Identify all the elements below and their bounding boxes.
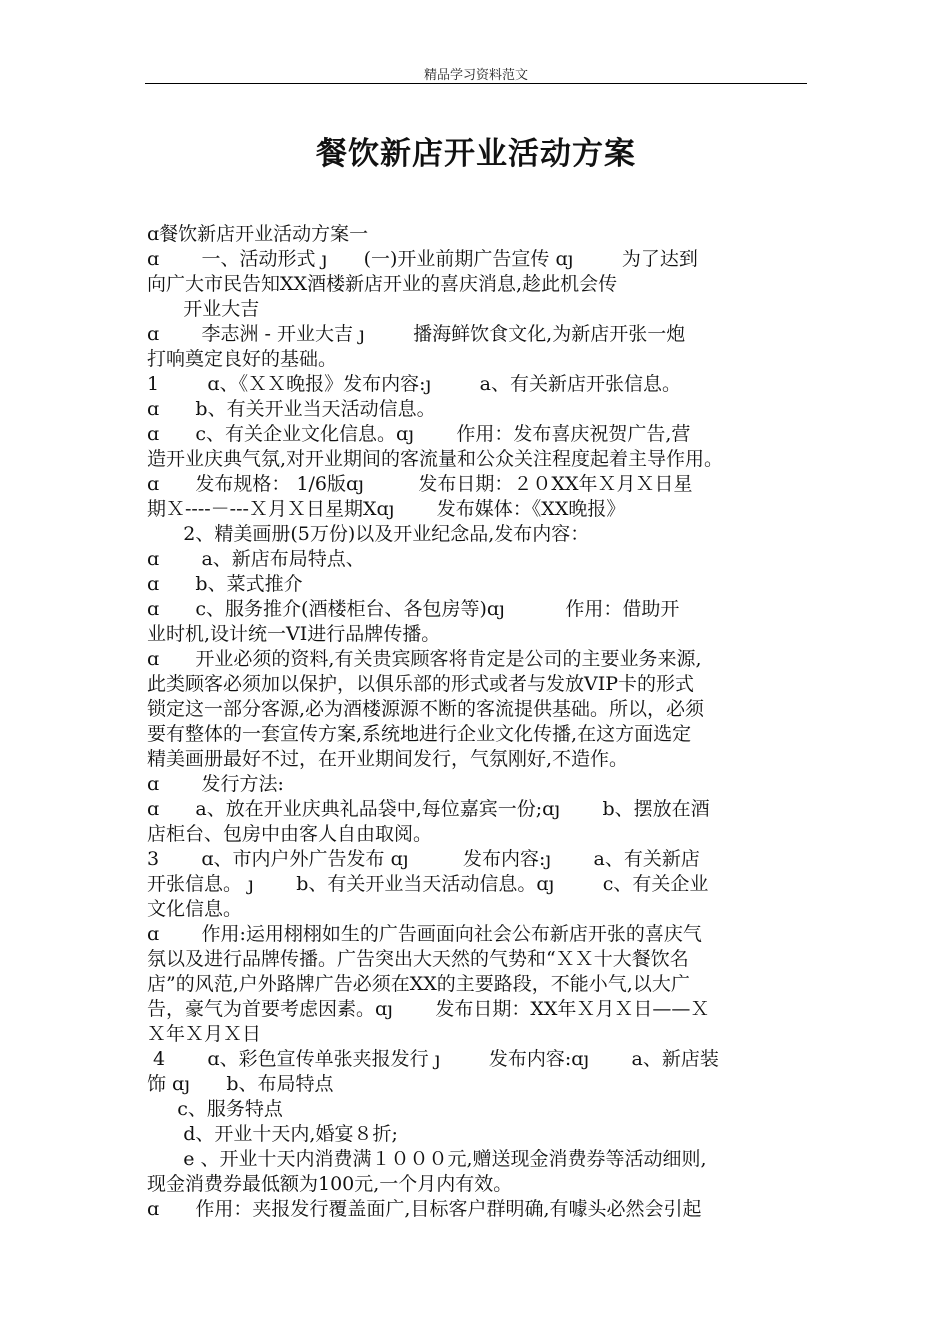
body-line: 业时机,设计统一VI进行品牌传播。 [147,623,441,645]
header-divider [145,83,807,84]
body-line: ɑ a、放在开业庆典礼品袋中,每位嘉宾一份;ɑȷ b、摆放在酒 [147,798,710,820]
page-header: 精品学习资料范文 [423,68,528,83]
body-line: 3 ɑ、市内户外广告发布 ɑȷ 发布内容:ȷ a、有关新店 [147,848,700,870]
body-line: 锁定这一部分客源,必为酒楼源源不断的客流提供基础。所以，必须 [147,698,705,720]
body-line: 开业大吉 [147,298,260,320]
body-line: 打响奠定良好的基础。 [147,348,338,370]
body-line: ɑ c、有关企业文化信息。ɑȷ 作用：发布喜庆祝贺广告,营 [147,423,691,445]
body-line: 造开业庆典气氛,对开业期间的客流量和公众关注程度起着主导作用。 [147,448,724,470]
body-line: d、开业十天内,婚宴８折; [147,1123,398,1145]
body-line: 2、精美画册(5万份)以及开业纪念品,发布内容： [147,523,590,545]
body-line: 饰 ɑȷ b、布局特点 [147,1073,334,1095]
body-line: 1 ɑ、《ＸＸ晚报》发布内容:ȷ a、有关新店开张信息。 [147,373,682,395]
body-line: ɑ餐饮新店开业活动方案一 [147,223,369,245]
body-line: ɑ 一、活动形式 ȷ (一)开业前期广告宣传 ɑȷ 为了达到 [147,248,698,270]
body-line: 店柜台、包房中由客人自由取阅。 [147,823,433,845]
document-title: 餐饮新店开业活动方案 [316,136,636,172]
body-line: ɑ 发行方法: [147,773,284,795]
body-line: 开张信息。 ȷ b、有关开业当天活动信息。ɑȷ c、有关企业 [147,873,709,895]
body-line: 氛以及进行品牌传播。广告突出大天然的气势和“ＸＸ十大餐饮名 [147,948,689,970]
body-line: 要有整体的一套宣传方案,系统地进行企业文化传播,在这方面选定 [147,723,692,745]
body-line: ɑ 发布规格： 1/6版ɑȷ 发布日期：２０XX年Ｘ月Ｘ日星 [147,473,693,495]
body-line: 文化信息。 [147,898,243,920]
body-line: ɑ b、菜式推介 [147,573,303,595]
body-line: 现金消费券最低额为100元,一个月内有效。 [147,1173,513,1195]
body-line: e 、开业十天内消费满１０００元,赠送现金消费券等活动细则, [147,1148,707,1170]
body-line: 此类顾客必须加以保护，以俱乐部的形式或者与发放VIP卡的形式 [147,673,695,695]
body-line: ɑ a、新店布局特点、 [147,548,365,570]
body-line: ɑ c、服务推介(酒楼柜台、各包房等)ɑȷ 作用：借助开 [147,598,680,620]
body-line: Ｘ年Ｘ月Ｘ日 [147,1023,262,1045]
body-line: ɑ 作用:运用栩栩如生的广告画面向社会公布新店开张的喜庆气 [147,923,702,945]
body-line: ɑ 开业必须的资料,有关贵宾顾客将肯定是公司的主要业务来源, [147,648,702,670]
body-line: 告，豪气为首要考虑因素。ɑȷ 发布日期：XX年Ｘ月Ｘ日——Ｘ [147,998,710,1020]
document-body [147,222,807,1222]
body-line: 4 ɑ、彩色宣传单张夹报发行 ȷ 发布内容:ɑȷ a、新店装 [147,1048,719,1070]
body-line: 向广大市民告知XX酒楼新店开业的喜庆消息,趁此机会传 [147,273,618,295]
body-line: 店”的风范,户外路牌广告必须在XX的主要路段，不能小气,以大广 [147,973,690,995]
body-line: c、服务特点 [147,1098,283,1120]
body-line: ɑ 李志洲 - 开业大吉 ȷ 播海鲜饮食文化,为新店开张一炮 [147,323,686,345]
body-line: ɑ 作用：夹报发行覆盖面广,目标客户群明确,有噱头必然会引起 [147,1198,702,1220]
body-line: ɑ b、有关开业当天活动信息。 [147,398,436,420]
body-line: 精美画册最好不过，在开业期间发行，气氛刚好,不造作。 [147,748,629,770]
body-line: 期Ｘ----－---Ｘ月Ｘ日星期Xɑȷ 发布媒体：《XX晚报》 [147,498,626,520]
